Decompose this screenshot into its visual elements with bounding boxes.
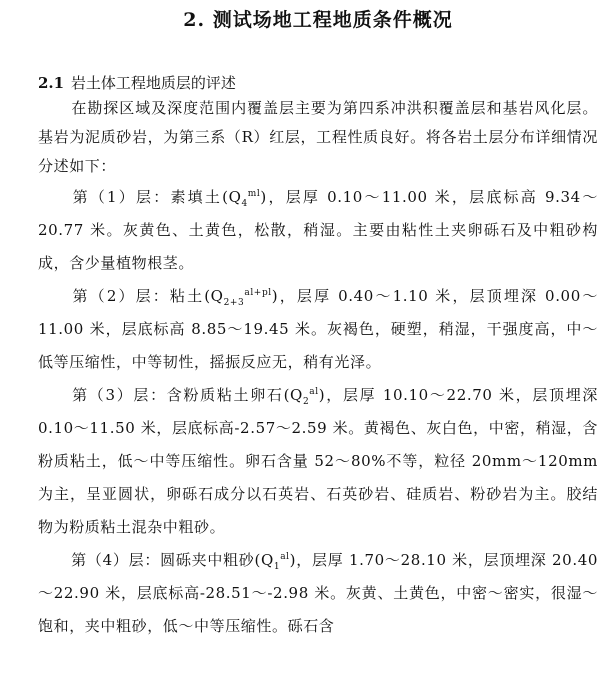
section-number: 2.1	[38, 74, 65, 92]
layer-paragraph-3	[38, 379, 598, 544]
layer-3-pre: 第（3）层：含粉质粘土卵石(Q	[71, 386, 303, 404]
layer-2-pre: 第（2）层：粘土(Q	[71, 287, 224, 305]
layer-4-sup: al	[280, 552, 290, 562]
page-title: 2. 测试场地工程地质条件概况	[183, 9, 453, 31]
layer-paragraph-2	[38, 280, 598, 379]
layer-2-post: )，层厚 0.40～1.10 米，层顶埋深 0.00～11.00 米，层底标高 8.85～19.45 米。灰褐色，硬塑，稍湿，干强度高，中～低等压缩性，中等韧性，摇振反应无，稍有光泽。	[38, 287, 598, 371]
section-heading	[38, 74, 598, 92]
layer-paragraph-4	[38, 544, 598, 643]
layer-4-post: )，层厚 1.70～28.10 米，层顶埋深 20.40～22.90 米，层底标高-28.51～-2.98 米。灰黄、土黄色，中密～密实，很湿～饱和，夹中粗砂，低～中等压缩性。砾石含	[38, 551, 598, 635]
layer-1-sup: ml	[247, 189, 261, 199]
layer-paragraph-1	[38, 181, 598, 280]
layer-4-pre: 第（4）层：圆砾夹中粗砂(Q	[71, 551, 274, 569]
layer-3-sub: 2	[302, 397, 310, 407]
layer-1-pre: 第（1）层：素填土(Q	[71, 188, 242, 206]
layer-2-sup: al+pl	[244, 288, 272, 298]
layer-1-sub: 4	[241, 199, 248, 209]
layer-3-sup: al	[309, 387, 319, 397]
document-page	[0, 6, 612, 687]
layer-2-sub: 2+3	[223, 298, 245, 308]
layer-4-sub: 1	[273, 562, 281, 572]
layer-1-post: )，层厚 0.10～11.00 米，层底标高 9.34～20.77 米。灰黄色、土黄色，松散，稍湿。主要由粘性土夹卵砾石及中粗砂构成，含少量植物根茎。	[38, 188, 598, 272]
intro-text: 在勘探区域及深度范围内覆盖层主要为第四系冲洪积覆盖层和基岩风化层。基岩为泥质砂岩，为第三系（R）红层，工程性质良好。将各岩土层分布详细情况分述如下：	[38, 99, 598, 175]
layer-3-post: )，层厚 10.10～22.70 米，层顶埋深 0.10～11.50 米，层底标高-2.57～2.59 米。黄褐色、灰白色，中密，稍湿，含粉质粘土，低～中等压缩性。卵石含量 52～80%不等，粒径 20mm～120mm 为主，呈亚圆状，卵砾石成分以石英岩、石英砂岩、硅质岩、粉砂岩为主。胶结物为粉质粘土混杂中粗砂。	[38, 386, 598, 536]
intro-paragraph	[38, 94, 598, 181]
section-heading-text: 岩土体工程地质层的评述	[70, 74, 236, 92]
